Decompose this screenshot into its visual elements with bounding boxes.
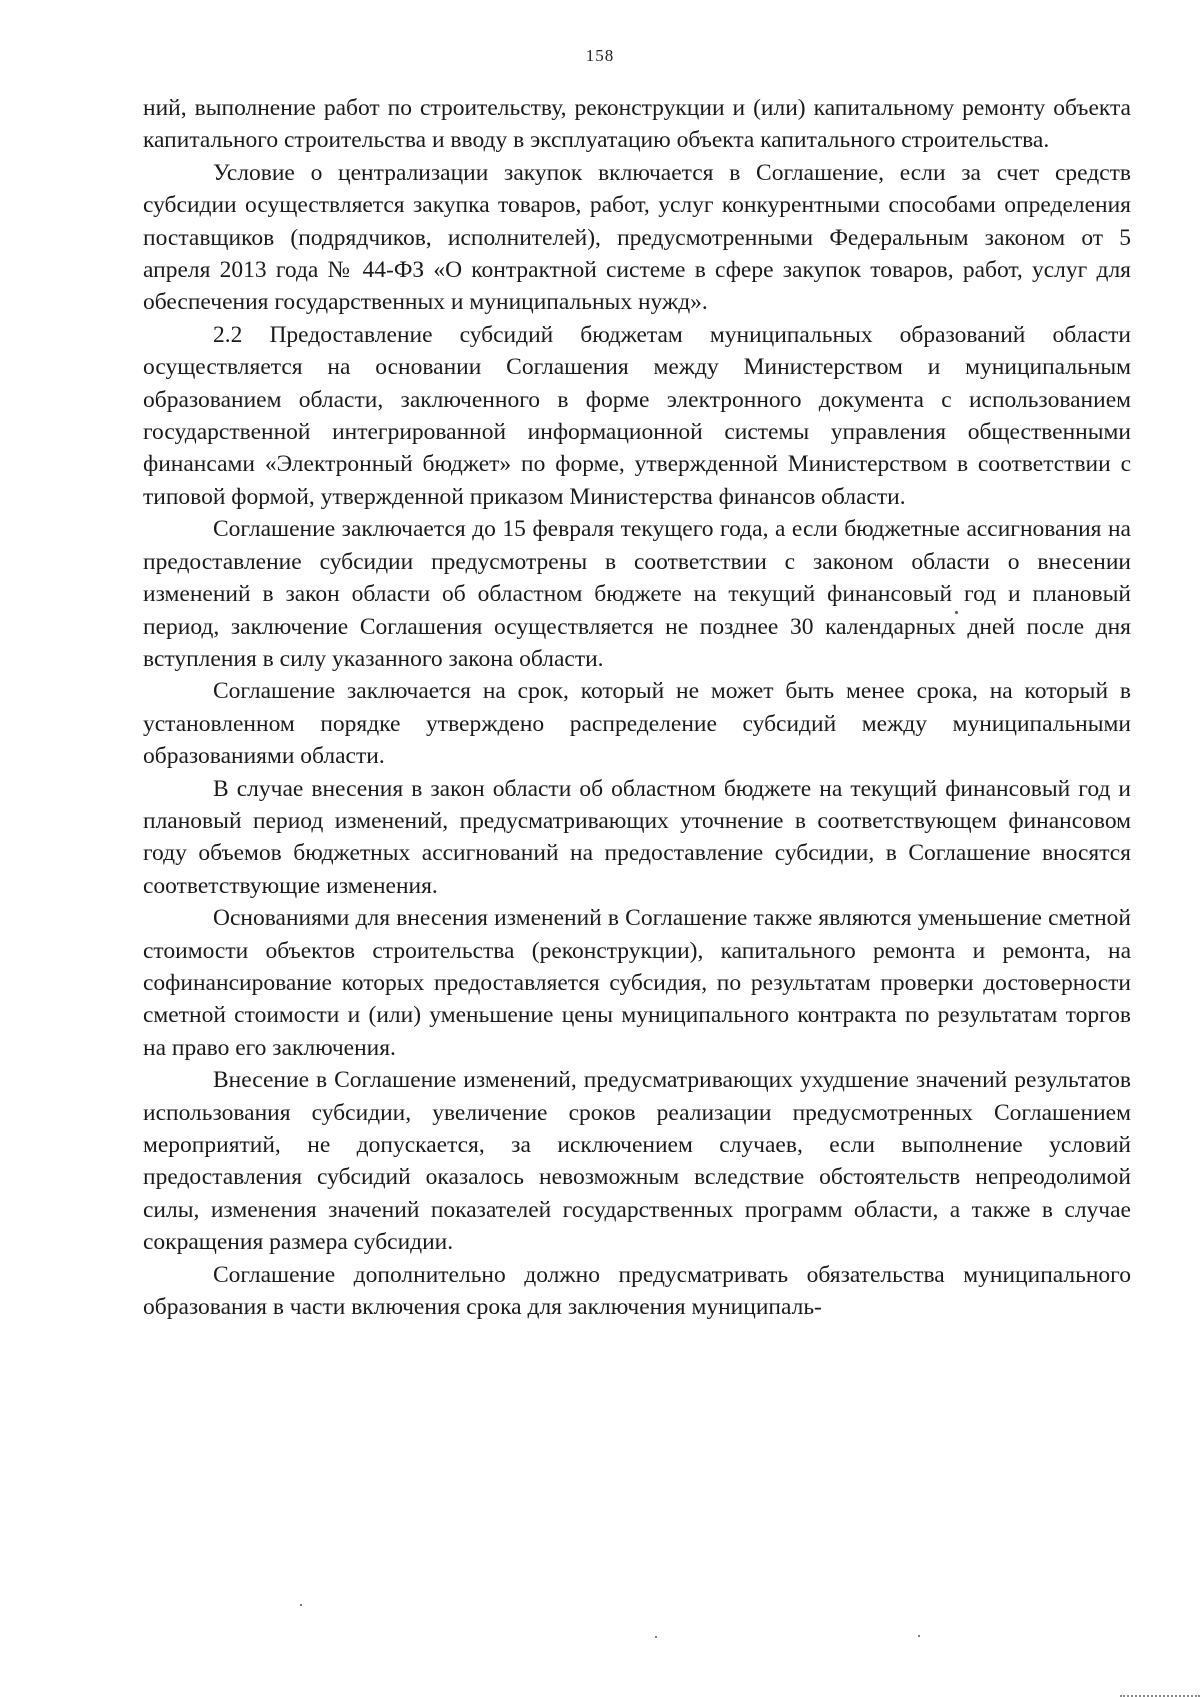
scan-speck bbox=[655, 1636, 657, 1638]
scan-speck bbox=[918, 1635, 920, 1637]
paragraph-2-2-subsidy-provision: 2.2 Предоставление субсидий бюджетам муниципальных образований области осуществляется на основании Соглашения между Министерством и муниципальным образованием области, заключенного в форме электронного документа с использованием государственной интегрированной информационной системы управления общественными финансами «Электронный бюджет» по форме, утвержденной Министерством в соответствии с типовой формой, утвержденной приказом Министерства финансов области. bbox=[143, 321, 1131, 510]
paragraph-additional-obligations: Соглашение дополнительно должно предусматривать обязательства муниципального образования в части включения срока для заключения муниципаль- bbox=[143, 1261, 1131, 1321]
body-text bbox=[143, 92, 1131, 1323]
scan-speck bbox=[300, 1604, 302, 1606]
paragraph-continuation: ний, выполнение работ по строительству, реконструкции и (или) капитальному ремонту объекта капитального строительства и вводу в эксплуатацию объекта капитального строительства. bbox=[143, 95, 1131, 154]
scan-speck bbox=[955, 611, 958, 614]
paragraph-changes-not-allowed: Внесение в Соглашение изменений, предусматривающих ухудшение значений результатов использования субсидии, увеличение сроков реализации предусмотренных Соглашением мероприятий, не допускается, за исключением случаев, если выполнение условий предоставления субсидий оказалось невозможным вследствие обстоятельств непреодолимой силы, изменения значений показателей государственных программ области, а также в случае сокращения размера субсидии. bbox=[143, 1067, 1131, 1256]
paragraph-budget-changes: В случае внесения в закон области об областном бюджете на текущий финансовый год и плановый период изменений, предусматривающих уточнение в соответствующем финансовом году объемов бюджетных ассигнований на предоставление субсидии, в Соглашение вносятся соответствующие изменения. bbox=[143, 775, 1131, 899]
scan-edge-artifact bbox=[1120, 1687, 1200, 1697]
page-number: 158 bbox=[585, 46, 615, 65]
paragraph-agreement-deadline: Соглашение заключается до 15 февраля текущего года, а если бюджетные ассигнования на предоставление субсидии предусмотрены в соответствии с законом области о внесении изменений в закон области об областном бюджете на текущий финансовый год и плановый период, заключение Соглашения осуществляется не позднее 30 календарных дней после дня вступления в силу указанного закона области. bbox=[143, 516, 1131, 672]
paragraph-grounds-for-changes: Основаниями для внесения изменений в Соглашение также являются уменьшение сметной стоимости объектов строительства (реконструкции), капитального ремонта и ремонта, на софинансирование которых предоставляется субсидия, по результатам проверки достоверности сметной стоимости и (или) уменьшение цены муниципального контракта по результатам торгов на право его заключения. bbox=[143, 905, 1131, 1061]
paragraph-agreement-term: Соглашение заключается на срок, который не может быть менее срока, на который в установленном порядке утверждено распределение субсидий между муниципальными образованиями области. bbox=[143, 678, 1131, 770]
paragraph-centralization: Условие о централизации закупок включается в Соглашение, если за счет средств субсидии осуществляется закупка товаров, работ, услуг конкурентными способами определения поставщиков (подрядчиков, исполнителей), предусмотренными Федеральным законом от 5 апреля 2013 года № 44-ФЗ «О контрактной системе в сфере закупок товаров, работ, услуг для обеспечения государственных и муниципальных нужд». bbox=[143, 159, 1131, 316]
